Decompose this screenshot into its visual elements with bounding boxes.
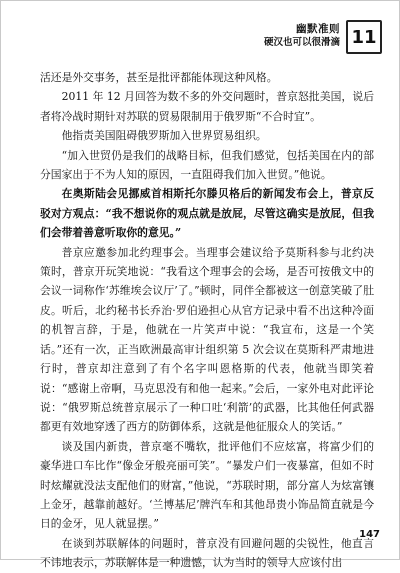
header-title: 幽默准则	[296, 23, 340, 35]
paragraph: 2011 年 12 月回答为数不多的外交问题时，普京怒批美国，说后者将冷战时期针对苏联的贸易限制用于俄罗斯“不合时宜”。	[40, 90, 374, 123]
paragraph: 在谈到苏联解体的问题时，普京没有回避问题的尖锐性，他直言不讳地表示，苏联解体是一种遗憾，认为当时的领导人应该付出	[40, 536, 374, 570]
paragraph: 谈及国内新贵，普京毫不嘴软，批评他们不应炫富，将富少们的豪华进口车比作“像金牙般亮丽可笑”。“暴发户们一夜暴富，但如不时时炫耀就没法支配他们的财富，”他说，“苏联时期，部分富人为炫富镶上金牙，越靠前越好。‘兰博基尼’牌汽车和其他昂贵小饰品简直就是今日的金牙，见人就显摆。”	[40, 439, 374, 531]
chapter-number-badge: 11	[346, 20, 382, 54]
paragraph: 普京应邀参加北约理事会。当理事会建议给予莫斯科参与北约决策时，普京开玩笑地说：“我看这个理事会的会场，是否可按俄文中的会议一词称作‘苏维埃会议厅’了。”顿时，同伴全都被这一创意笑破了肚皮。听后，北约秘书长乔治·罗伯逊担心从官方记录中看不出这种冷面的机智言辞，于是，他就在一片笑声中说：“我宣布，这是一个笑话。”还有一次，正当欧洲最高审计组织第 5 次会议在莫斯科严肃地进行时，普京却注意到了有个名字叫恩格斯的代表，他就当即笑着说：“感谢上帝啊，马克思没有和他一起来。”会后，一家外电对此评论说：“俄罗斯总统普京展示了一种口吐‘利箭’的武器，比其他任何武器都更有效地穿透了西方的防御体系，这就是他征服众人的笑话。”	[40, 245, 374, 434]
body-text	[40, 68, 374, 573]
header-text-block	[264, 22, 346, 54]
header-subtitle: 硬汉也可以很滑滴	[263, 37, 340, 48]
page-header	[264, 22, 382, 54]
paragraph-continued: 活还是外交事务，甚至是批评都能体现这种风格。	[40, 71, 278, 84]
page-number: 147	[359, 529, 380, 540]
paragraph: 他指责美国阻碍俄罗斯加入世界贸易组织。	[61, 129, 267, 143]
quote-paragraph: 在奥斯陆会见挪威首相斯托尔滕贝格后的新闻发布会上，普京反驳对方观点：“我不想说你的观点就是放屁，尽管这确实是放屁，但我们会带着善意听取你的意见。”	[40, 187, 374, 240]
quote-paragraph: “加入世贸仍是我们的战略目标，但我们感觉，包括美国在内的部分国家出于不为人知的原因，一直阻碍我们加入世贸。”他说。	[40, 148, 374, 182]
